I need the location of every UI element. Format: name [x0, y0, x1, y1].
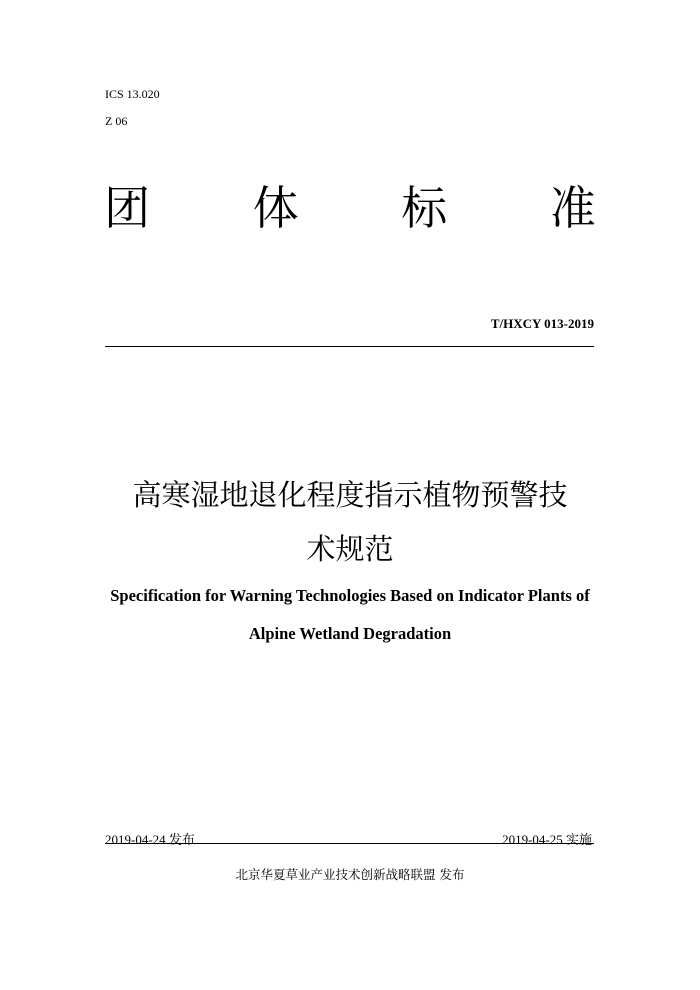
chinese-title [80, 468, 620, 576]
bottom-divider [105, 843, 594, 844]
english-title-line-1: Specification for Warning Technologies Based on Indicator Plants of [110, 586, 590, 605]
implementation-date-value: 2019-04-25 [502, 832, 563, 847]
chinese-title-line-2: 术规范 [306, 532, 394, 566]
top-divider [105, 346, 594, 347]
issue-date [105, 829, 195, 848]
ics-number: ICS 13.020 [105, 87, 160, 101]
implementation-label: 实施 [565, 833, 592, 848]
issue-date-value: 2019-04-24 [105, 832, 166, 847]
issue-label: 发布 [168, 833, 195, 848]
standard-code: T/HXCY 013-2019 [490, 316, 594, 331]
chinese-title-line-1: 高寒湿地退化程度指示植物预警技 [132, 478, 568, 512]
classification-code: Z 06 [105, 114, 128, 128]
publisher: 北京华夏草业产业技术创新战略联盟 发布 [235, 867, 465, 882]
english-title-line-2: Alpine Wetland Degradation [248, 624, 452, 643]
implementation-date [502, 829, 592, 848]
english-title [60, 577, 640, 653]
document-type-heading: 团 体 标 准 [104, 181, 640, 235]
